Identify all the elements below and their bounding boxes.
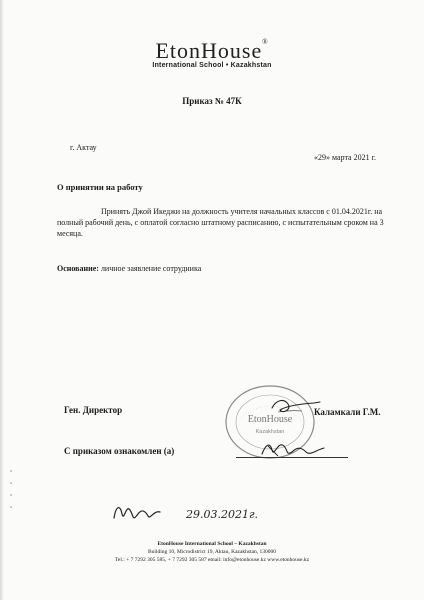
footer-title: EtonHouse International School – Kazakhstan [157, 541, 267, 547]
stamp-text-bottom: Kazakhstan [255, 429, 285, 435]
logo-subtitle: International School • Kazakhstan [152, 62, 272, 69]
footer-contacts: Tel.: + 7 7292 305 585, + 7 7292 305 587 email: info@etonhouse.kz www.etonhouse.kz [114, 557, 310, 563]
logo-registered-mark: ® [262, 38, 269, 46]
handwritten-date: 29.03.2021г. [186, 508, 259, 521]
order-basis [57, 264, 201, 273]
logo-brand: EtonHouse [155, 38, 263, 63]
basis-text: личное заявление сотрудника [100, 264, 202, 273]
handwritten-signature-and-date [108, 496, 268, 532]
basis-label: Основание: [57, 264, 99, 273]
scan-dot [10, 506, 12, 508]
scan-dots [8, 470, 16, 510]
order-date: «29» марта 2021 г. [314, 153, 376, 162]
director-name: Каламкали Г.М. [314, 407, 381, 417]
footer-address: Building 10, Microdistrict 19, Aktau, Kazakhstan, 130000 [147, 549, 276, 555]
scan-dot [10, 494, 12, 496]
school-logo [0, 38, 424, 69]
director-label: Ген. Директор [64, 405, 123, 415]
order-number: Приказ № 47К [182, 96, 242, 106]
scan-edge-shadow [0, 0, 4, 600]
order-body: Принять Джой Икеджи на должность учителя начальных классов с 01.04.2021г. на полный рабочий день, с оплатой согласно штатному расписанию, с испытательным сроком на 3 месяца. [57, 207, 384, 238]
acknowledgement-label: С приказом ознакомлен (а) [64, 446, 175, 456]
stamp-text-top: EtonHouse [247, 414, 293, 425]
scan-dot [10, 482, 12, 484]
document-footer [0, 540, 424, 564]
order-city: г. Актау [70, 143, 97, 152]
scan-dot [10, 470, 12, 472]
order-subject: О принятии на работу [57, 182, 143, 192]
acknowledgement-signature [258, 436, 328, 462]
